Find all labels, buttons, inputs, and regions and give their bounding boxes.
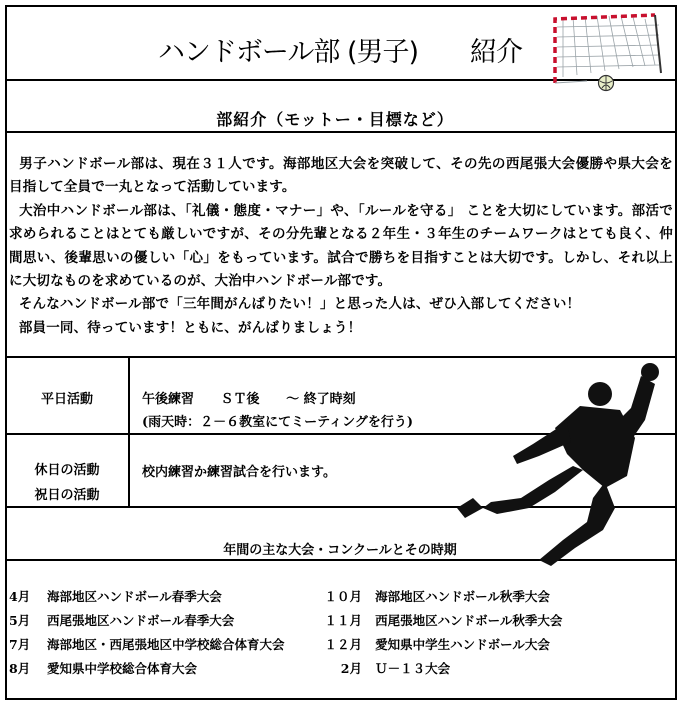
club-intro-text: [9, 153, 673, 340]
weekday-practice: 午後練習: [142, 392, 195, 407]
weekday-end-time: ～ 終了時刻: [286, 392, 356, 407]
handball-ball-icon: [596, 73, 616, 93]
holiday-label: 休日の活動: [34, 463, 100, 478]
holiday-description: 校内練習か練習試合を行います。: [142, 465, 336, 480]
club-intro-heading: 部紹介（モットー・目標など）: [216, 110, 454, 129]
weekday-rain-note: (雨天時：２－６教室にてミーティングを行う): [142, 415, 414, 430]
intro-paragraph: 部員一同、待っています！ともに、がんばりましょう！: [18, 319, 362, 336]
weekday-label: 平日活動: [40, 392, 93, 407]
event-row: 8月 愛知県中学校総合体育大会: [9, 661, 198, 676]
events-right-column: [318, 585, 562, 681]
event-row: １０月 海部地区ハンドボール秋季大会: [324, 589, 550, 604]
national-holiday-label: 祝日の活動: [34, 488, 100, 503]
intro-paragraph: そんなハンドボール部で「三年間がんばりたい！」と思った人は、ぜひ入部してください！: [18, 296, 581, 313]
event-row: 7月 海部地区・西尾張地区中学校総合体育大会: [9, 637, 285, 652]
event-row: １１月 西尾張地区ハンドボール秋季大会: [324, 613, 563, 628]
events-heading: 年間の主な大会・コンクールとその時期: [223, 543, 457, 558]
weekday-after-st: ＳＴ後: [220, 392, 260, 407]
event-row: １２月 愛知県中学生ハンドボール大会: [324, 637, 550, 652]
events-left-column: [9, 585, 285, 681]
event-row: 4月 海部地区ハンドボール春季大会: [9, 589, 222, 604]
divider-heading: [5, 131, 677, 133]
divider-label-column: [128, 356, 130, 508]
intro-paragraph: 男子ハンドボール部は、現在３１人です。海部地区大会を突破して、その先の西尾張大会優勝や県大会を目指して全員で一丸となって活動しています。: [9, 156, 673, 196]
event-row: 2月 Ｕ－１３大会: [340, 661, 451, 676]
page-title: ハンドボール部 (男子) 紹介: [157, 37, 523, 68]
weekday-schedule: [142, 388, 413, 434]
event-row: 5月 西尾張地区ハンドボール春季大会: [9, 613, 235, 628]
intro-paragraph: 大治中ハンドボール部は、「礼儀・態度・マナー」や、「ルールを守る」 ことを大切にしています。部活で求められることはとても厳しいですが、その分先輩となる２年生・３年生のチームワークはとても良く、仲間思い、後輩思いの優しい「心」をもっています。試合で勝ちを目指すことは大切です。しかし、それ以上に大切なものを求めているのが、大治中ハンドボール部です。: [9, 202, 673, 290]
